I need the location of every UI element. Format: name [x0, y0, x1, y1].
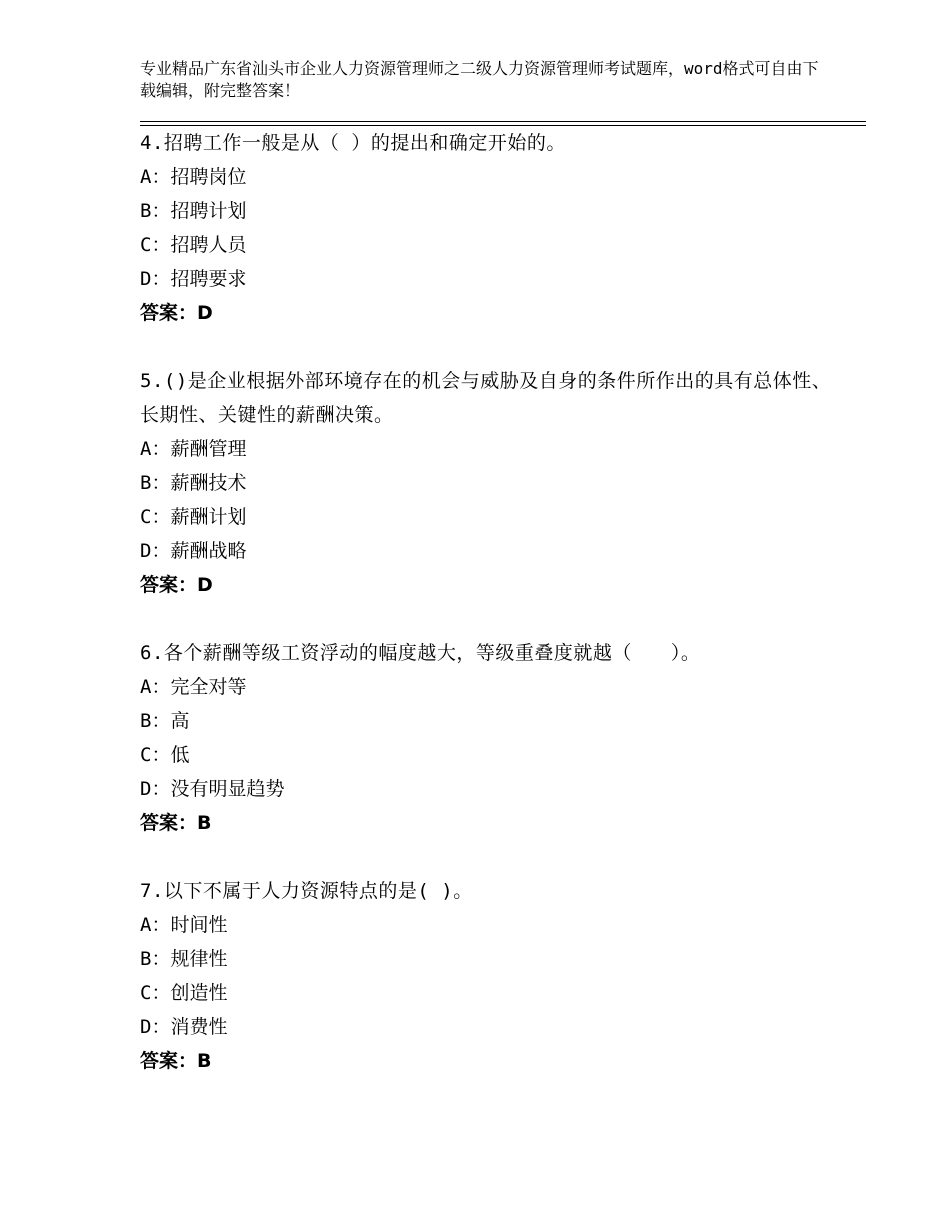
question-4: [140, 126, 840, 330]
option-c: C：招聘人员: [140, 234, 247, 256]
option-c: C：低: [140, 744, 190, 766]
option-d: D：薪酬战略: [140, 540, 247, 562]
question-stem: 5.()是企业根据外部环境存在的机会与威胁及自身的条件所作出的具有总体性、长期性、关键性的薪酬决策。: [140, 370, 832, 426]
header-rule-top: [140, 121, 866, 122]
question-stem: 7.以下不属于人力资源特点的是( )。: [140, 880, 473, 902]
option-d: D：没有明显趋势: [140, 778, 285, 800]
option-b: B：规律性: [140, 948, 228, 970]
option-d: D：招聘要求: [140, 268, 247, 290]
question-stem: 6.各个薪酬等级工资浮动的幅度越大，等级重叠度就越（ ）。: [140, 642, 701, 664]
option-a: A：时间性: [140, 914, 228, 936]
answer: 答案：B: [140, 1050, 212, 1072]
question-6: [140, 636, 840, 840]
option-c: C：薪酬计划: [140, 506, 247, 528]
option-b: B：薪酬技术: [140, 472, 247, 494]
question-7: [140, 874, 840, 1078]
option-b: B：招聘计划: [140, 200, 247, 222]
option-a: A：完全对等: [140, 676, 247, 698]
answer: 答案：D: [140, 302, 213, 324]
question-5: [140, 364, 840, 602]
option-b: B：高: [140, 710, 190, 732]
question-stem: 4.招聘工作一般是从（ ）的提出和确定开始的。: [140, 132, 566, 154]
option-a: A：招聘岗位: [140, 166, 247, 188]
option-a: A：薪酬管理: [140, 438, 247, 460]
question-list: [140, 126, 840, 1112]
option-c: C：创造性: [140, 982, 228, 1004]
answer: 答案：B: [140, 812, 212, 834]
document-header: 专业精品广东省汕头市企业人力资源管理师之二级人力资源管理师考试题库，word格式可自由下载编辑，附完整答案！: [140, 59, 819, 100]
option-d: D：消费性: [140, 1016, 228, 1038]
answer: 答案：D: [140, 574, 213, 596]
